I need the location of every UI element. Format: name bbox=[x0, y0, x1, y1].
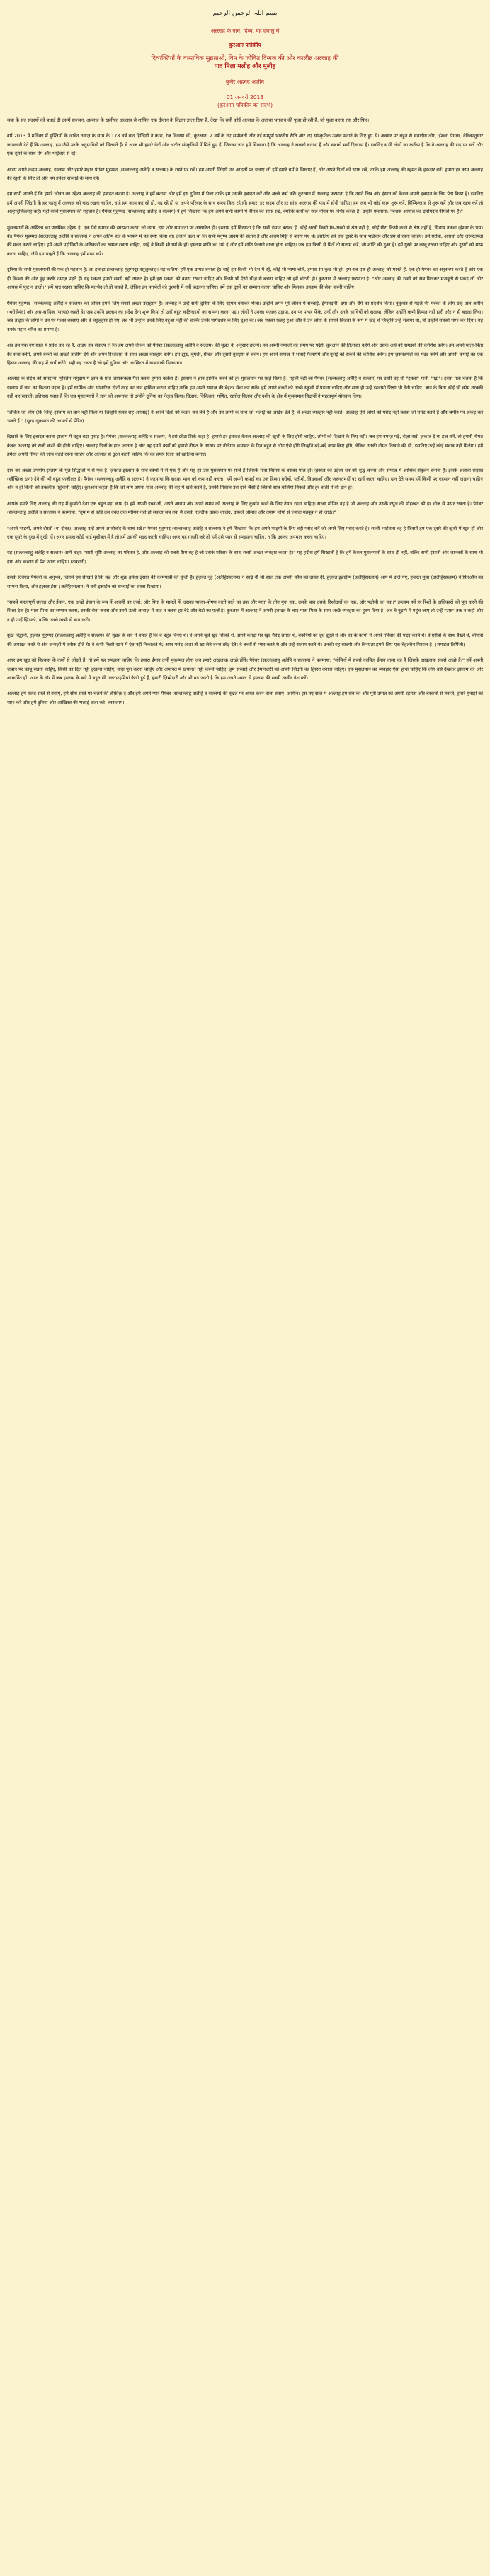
paragraph: आइए अपने कदम अल्लाह, इस्लाम और हमारे महान पैगंबर मुहम्मद (सल्लल्लाहु अलैहि व सल्लम) के रास्ते पर रखें। हम अपनी जिंदगी उन आदर्शों पर चलाएं जो हमें हमारे धर्म ने सिखाए हैं, और अपने दिलों को साफ रखें, ताकि हम अल्लाह की रहमत के हकदार बनें। हमारा हर काम अल्लाह की खुशी के लिए हो और हम हमेशा सच्चाई के साथ रहें। bbox=[7, 166, 483, 182]
paragraph: पैगंबर मुहम्मद (सल्लल्लाहु अलैहि व सल्लम) का जीवन हमारे लिए सबसे अच्छा उदाहरण है। अल्लाह ने उन्हें सारी दुनिया के लिए रहमत बनाकर भेजा। उन्होंने अपने पूरे जीवन में सच्चाई, ईमानदारी, दया और धैर्य का प्रदर्शन किया। नुबुव्वत से पहले भी मक्का के लोग उन्हें अल-अमीन (भरोसेमंद) और अस-सादिक़ (सच्चा) कहते थे। जब उन्होंने इस्लाम का संदेश देना शुरू किया तो उन्हें बहुत कठिनाइयों का सामना करना पड़ा। लोगों ने उनका मज़ाक उड़ाया, उन पर पत्थर फेंके, उन्हें और उनके साथियों को सताया, लेकिन उन्होंने कभी हिम्मत नहीं हारी और न ही बदला लिया। जब ताइफ़ के लोगों ने उन पर पत्थर बरसाए और वे लहूलुहान हो गए, तब भी उन्होंने उनके लिए बद्दुआ नहीं की बल्कि उनके मार्गदर्शन के लिए दुआ की। जब मक्का फ़तह हुआ और वे उन लोगों के सामने विजेता के रूप में खड़े थे जिन्होंने उन्हें सताया था, तो उन्होंने सबको माफ कर दिया। यह उनके महान चरित्र का प्रमाण है। bbox=[7, 300, 483, 333]
paragraph: अब हम एक नए साल में प्रवेश कर रहे हैं, आइए हम संकल्प लें कि हम अपने जीवन को पैगंबर (सल्लल्लाहु अलैहि व सल्लम) की सुन्नत के अनुसार ढालेंगे। हम अपनी नमाज़ों को समय पर पढ़ेंगे, क़ुरआन की तिलावत करेंगे और उसके अर्थ को समझने की कोशिश करेंगे। हम अपने माता-पिता की सेवा करेंगे, अपने बच्चों को अच्छी तालीम देंगे और अपने रिश्तेदारों के साथ अच्छा व्यवहार करेंगे। हम झूठ, चुगली, ग़ीबत और दूसरी बुराइयों से बचेंगे। हम अपने समाज में भलाई फैलाएंगे और बुराई को रोकने की कोशिश करेंगे। हम ज़रूरतमंदों की मदद करेंगे और अपनी कमाई का एक हिस्सा अल्लाह की राह में खर्च करेंगे। यही वह रास्ता है जो हमें दुनिया और आख़िरत में कामयाबी दिलाएगा। bbox=[7, 343, 483, 366]
paragraph: "लेकिन जो लोग (कि जिन्हें इस्लाम का ज्ञान नहीं मिला या जिन्होंने ग़लत राह अपनाई) वे अपने दिलों को कठोर कर लेते हैं और उन लोगों के साथ जो भलाई का आदेश देते हैं, वे अच्छा व्यवहार नहीं करते। अल्लाह ऐसे लोगों को पसंद नहीं करता जो घमंड करते हैं और ज़मीन पर अकड़ कर चलते हैं।" (सूरह लुक़मान की आयतों से प्रेरित) bbox=[7, 409, 483, 424]
bismillah-heading: بسم اللہ الرحمن الرحیم bbox=[212, 10, 278, 17]
paragraph: अल्लाह के संदेश को समझना, मुस्लिम समुदाय में ज्ञान के प्रति जागरूकता पैदा करना हमारा कर्तव्य है। इस्लाम ने ज्ञान हासिल करने को हर मुसलमान पर फ़र्ज़ किया है। पहली वही जो पैगंबर (सल्लल्लाहु अलैहि व सल्लम) पर उतरी वह थी "इक़रा" यानी "पढ़ो"। इससे पता चलता है कि इस्लाम में ज्ञान का कितना महत्व है। हमें धार्मिक और सांसारिक दोनों तरह का ज्ञान हासिल करना चाहिए ताकि हम अपने समाज की बेहतर सेवा कर सकें। हमें अपने बच्चों को अच्छे स्कूलों में पढ़ाना चाहिए और साथ ही उन्हें इस्लामी शिक्षा भी देनी चाहिए। ज्ञान के बिना कोई भी क़ौम तरक्की नहीं कर सकती। इतिहास गवाह है कि जब मुसलमानों ने ज्ञान को अपनाया तो उन्होंने दुनिया का नेतृत्व किया। विज्ञान, चिकित्सा, गणित, खगोल विज्ञान और दर्शन के क्षेत्र में मुसलमान विद्वानों ने महत्वपूर्ण योगदान दिया। bbox=[7, 376, 483, 400]
article-header bbox=[7, 10, 483, 109]
paragraph: यह (सल्लल्लाहु अलैहि व सल्लम) आगे कहा: "सारी सृष्टि अल्लाह का परिवार है, और अल्लाह को सबसे प्रिय वह है जो उसके परिवार के साथ सबसे अच्छा व्यवहार करता है।" यह हदीस हमें सिखाती है कि हमें केवल मुसलमानों के साथ ही नहीं, बल्कि सभी इंसानों और जानवरों के साथ भी दया और करुणा से पेश आना चाहिए। (तबरानी) bbox=[7, 550, 483, 565]
paragraph: मुसलमानों के अस्तित्व का प्राथमिक उद्देश्य है: एक ऐसे समाज की स्थापना करना जो न्याय, दया और समानता पर आधारित हो। इस्लाम हमें सिखाता है कि सभी इंसान बराबर हैं, कोई अरबी किसी ग़ैर-अरबी से श्रेष्ठ नहीं है, कोई गोरा किसी काले से श्रेष्ठ नहीं है, सिवाय तक़वा (ईश्वर के भय) के। पैगंबर मुहम्मद (सल्लल्लाहु अलैहि व सल्लम) ने अपने अंतिम हज के भाषण में यह स्पष्ट किया था। उन्होंने कहा था कि सभी मनुष्य आदम की संतान हैं और आदम मिट्टी से बनाए गए थे। इसलिए हमें एक दूसरे के साथ भाईचारे और प्रेम से रहना चाहिए। हमें ग़रीबों, अनाथों और ज़रूरतमंदों की मदद करनी चाहिए। हमें अपने पड़ोसियों के अधिकारों का ख्याल रखना चाहिए, चाहे वे किसी भी धर्म के हों। इस्लाम शांति का धर्म है और हमें शांति फैलाने वाला होना चाहिए। जब हम किसी से मिलें तो सलाम करें, जो शांति की दुआ है। हमें गुस्से पर काबू रखना चाहिए और दूसरों को माफ करना चाहिए, जैसे हम चाहते हैं कि अल्लाह हमें माफ करे। bbox=[7, 224, 483, 257]
paragraph: दिखावे के लिए इबादत करना इस्लाम में बहुत बड़ा गुनाह है। पैगंबर (सल्लल्लाहु अलैहि व सल्लम) ने इसे छोटा शिर्क कहा है। हमारी हर इबादत केवल अल्लाह की खुशी के लिए होनी चाहिए, लोगों को दिखाने के लिए नहीं। जब हम नमाज़ पढ़ें, रोज़ा रखें, ज़कात दें या हज करें, तो हमारी नीयत केवल अल्लाह को राज़ी करने की होनी चाहिए। अल्लाह दिलों के हाल जानता है और वह हमारे कर्मों को हमारी नीयत के आधार पर तौलेगा। क़यामत के दिन बहुत से लोग ऐसे होंगे जिन्होंने बड़े-बड़े काम किए होंगे, लेकिन उनकी नीयत दिखावे की थी, इसलिए उन्हें कोई सवाब नहीं मिलेगा। हमें हमेशा अपनी नीयत की जांच करते रहना चाहिए और अल्लाह से दुआ करनी चाहिए कि वह हमारे दिलों को ख़ालिस बनाए। bbox=[7, 434, 483, 458]
publication-date: 01 जनवरी 2013 bbox=[226, 94, 264, 100]
paragraph: हम सभी जानते हैं कि हमारे जीवन का उद्देश्य अल्लाह की इबादत करना है। अल्लाह ने हमें बनाया और हमें इस दुनिया में भेजा ताकि हम उसकी इबादत करें और अच्छे कर्म करें। क़ुरआन में अल्लाह फ़रमाता है कि उसने जिन्न और इंसान को केवल अपनी इबादत के लिए पैदा किया है। इसलिए हमें अपनी ज़िंदगी के हर पहलू में अल्लाह को याद रखना चाहिए, चाहे हम काम कर रहे हों, पढ़ रहे हों या अपने परिवार के साथ समय बिता रहे हों। हमारा हर कदम और हर सांस अल्लाह की याद में होनी चाहिए। हम जब भी कोई काम शुरू करें, बिस्मिल्लाह से शुरू करें और जब खत्म करें तो अल्हम्दुलिल्लाह कहें। यही सच्चे मुसलमान की पहचान है। पैगंबर मुहम्मद (सल्लल्लाहु अलैहि व सल्लम) ने हमें सिखाया कि हम अपने सभी कामों में नीयत को साफ रखें, क्योंकि कर्मों का फल नीयत पर निर्भर करता है। उन्होंने फ़रमाया: "बेशक आमाल का दारोमदार नीयतों पर है।" bbox=[7, 191, 483, 215]
paragraph: अगर हम खुद को विश्वास के कर्मों से जोड़ते हैं, तो हमें यह समझना चाहिए कि हमारा ईमान तभी मुकम्मल होगा जब हमारे अख़लाक़ अच्छे होंगे। पैगंबर (सल्लल्लाहु अलैहि व सल्लम) ने फ़रमाया: "मोमिनों में सबसे कामिल ईमान वाला वह है जिसके अख़लाक़ सबसे अच्छे हैं।" हमें अपनी ज़बान पर क़ाबू रखना चाहिए, किसी का दिल नहीं दुखाना चाहिए, वादा पूरा करना चाहिए और अमानत में ख़यानत नहीं करनी चाहिए। हमें सच्चाई और ईमानदारी को अपनी ज़िंदगी का हिस्सा बनाना चाहिए। एक मुसलमान का व्यवहार ऐसा होना चाहिए कि लोग उसे देखकर इस्लाम की ओर आकर्षित हों। आज के दौर में जब इस्लाम के बारे में बहुत सी ग़लतफ़हमियां फैली हुई हैं, हमारी ज़िम्मेदारी और भी बढ़ जाती है कि हम अपने अमल से इस्लाम की सच्ची तस्वीर पेश करें। bbox=[7, 657, 483, 681]
publication-subtitle: (क़ुरआन पत्रिक़ीप का संदर्भ) bbox=[217, 102, 273, 108]
article-title-line-2-text: पाद निला मलीह और मुलीह bbox=[214, 63, 276, 70]
paragraph: "अपने भाइयों, अपने दोस्तों (या दोस्त), अल्लाह उन्हें अपने आशीर्वाद के साथ रखे।" पैगंबर मुहम्मद (सल्लल्लाहु अलैहि व सल्लम) ने हमें सिखाया कि हम अपने भाइयों के लिए वही पसंद करें जो अपने लिए पसंद करते हैं। सच्ची भाईचारा वह है जिसमें हम एक दूसरे की खुशी में खुश हों और एक दूसरे के दुख में दुखी हों। अगर हमारा कोई भाई मुसीबत में है तो हमें उसकी मदद करनी चाहिए। अगर वह ग़लती करे तो हमें उसे प्यार से समझाना चाहिए, न कि उसका अपमान करना चाहिए। bbox=[7, 525, 483, 541]
publication-label-text: कुरआन पत्रिक़ीप bbox=[229, 42, 261, 48]
paragraph: वर्ष 2013 में मलिका में मुस्लिमों के जावेद नवाज़ के साथ के 178 वर्ष बाद हिन्दियों ने कारा, रेज़ विवरण की, क़ुरआन, 2 वर्ष के नए सम्मेलनों और नई सम्पूर्ण भारतीय रीति और नए सांस्कृतिक उत्सव मनाने के लिए हुए थे। अवसर पर बहुत से संवादीय लोग, ईश्वर, पैगंबर, वैदिकानुसार जानकारी देते हैं कि अल्लाह, हम जैसे उनके अनुयायियों को सिखाते हैं। वे आज भी हमारे वेदों और अतीत संस्कृतियों में मिले हुए हैं, जिनका ज्ञान हमें सिखाता है कि अल्लाह ने सबको बनाया है और सबको मार्ग दिखाया है। इसलिए सभी लोगों का कर्तव्य है कि वे अल्लाह की राह पर चलें और एक दूसरे के साथ प्रेम और भाईचारे से रहें। bbox=[7, 133, 483, 157]
article-title-line-2 bbox=[7, 63, 483, 71]
paragraph: "सबसे महत्वपूर्ण सलाह और ईमान, एक अच्छे इंसान के रूप में आदमी का दर्जा: और पिता के मामले में, उसका पालन-पोषण करने वाले का हक़ और माता के तीन गुना हक़, उसके बाद उसके रिश्तेदारों का हक़, और पड़ोसी का हक़।" इस्लाम हमें हर रिश्ते के अधिकारों को पूरा करने की शिक्षा देता है। माता-पिता का सम्मान करना, उनकी सेवा करना और उनसे ऊंची आवाज़ में बात न करना हर बेटे और बेटी का फ़र्ज़ है। क़ुरआन में अल्लाह ने अपनी इबादत के बाद माता-पिता के साथ अच्छे व्यवहार का हुक्म दिया है। जब वे बुढ़ापे में पहुंच जाएं तो उन्हें "उफ़" तक न कहो और न ही उन्हें झिड़को, बल्कि उनसे नरमी से बात करो। bbox=[7, 599, 483, 623]
paragraph: कुछ विद्वानों, हज़रत मुहम्मद (सल्लल्लाहु अलैहि व सल्लम) की सुन्नत के बारे में बताते हैं कि वे बहुत विनम्र थे। वे अपने जूते खुद सिलते थे, अपने कपड़ों पर खुद पैवंद लगाते थे, बकरियों का दूध दुहते थे और घर के कामों में अपने परिवार की मदद करते थे। वे ग़रीबों के साथ बैठते थे, बीमारों की अयादत करते थे और जनाज़ों में शरीक होते थे। वे कभी किसी खाने में ऐब नहीं निकालते थे; अगर पसंद आता तो खा लेते वरना छोड़ देते। वे बच्चों से प्यार करते थे और उन्हें सलाम करते थे। उनकी यह सादगी और विनम्रता हमारे लिए एक बेहतरीन मिसाल है। (शमाइल तिर्मिज़ी) bbox=[7, 633, 483, 648]
article-body bbox=[7, 116, 483, 707]
paragraph: आपके हमारे लिए अल्लाह की राह में कुर्बानी देना एक बहुत बड़ा काम है। हमें अपनी इच्छाओं, अपने आराम और अपने समय को अल्लाह के लिए कुर्बान करने के लिए तैयार रहना चाहिए। सच्चा मोमिन वह है जो अल्लाह और उसके रसूल की मोहब्बत को हर चीज़ से ऊपर रखता है। पैगंबर (सल्लल्लाहु अलैहि व सल्लम) ने फ़रमाया: "तुम में से कोई उस वक्त तक मोमिन नहीं हो सकता जब तक मैं उसके नज़दीक उसके वालिद, उसकी औलाद और तमाम लोगों से ज़्यादा महबूब न हो जाऊं।" bbox=[7, 500, 483, 516]
date-block bbox=[7, 93, 483, 109]
paragraph: सबा के सद सदस्यों को बधाई दी उसमें सज्जन, अल्लाह के ख़लीफ़ा अल्लाह से शामिल एक दीवान के विद्वान ज्ञाता दिया है, देखा कि सही कोई अल्लाह के अलावा भगवान की पूजा हो रही है, जो पूजा करता रहा और फिर। bbox=[7, 117, 370, 123]
article-page bbox=[7, 0, 483, 721]
article-title bbox=[7, 55, 483, 71]
publication-label bbox=[7, 41, 483, 50]
invocation-line: अल्लाह के नाम, दिव्य, यह दयालु में bbox=[210, 28, 280, 34]
article-title-line-1: दिव्यक्तियों के वास्तविक सुन्नताओं, विन के जीवित दिग्गज की ओर कालीन्न अल्लाह की bbox=[151, 55, 339, 62]
paragraph: दुनिया के सभी मुसलमानों की एक ही पहचान है: ला इलाहा इल्लल्लाह मुहम्मदुर रसूलुल्लाह। यह कलिमा हमें एक उम्मत बनाता है। चाहे हम किसी भी देश में रहें, कोई भी भाषा बोलें, हमारा रंग कुछ भी हो, हम सब एक ही अल्लाह को मानते हैं, एक ही पैगंबर का अनुसरण करते हैं और एक ही क़िब्ला की ओर मुंह करके नमाज़ पढ़ते हैं। यह एकता हमारी सबसे बड़ी ताकत है। हमें इस एकता को बनाए रखना चाहिए और किसी भी ऐसी चीज़ से बचना चाहिए जो हमें बांटती हो। क़ुरआन में अल्लाह फ़रमाता है: "और अल्लाह की रस्सी को सब मिलकर मज़बूती से पकड़ लो और आपस में फूट न डालो।" हमें याद रखना चाहिए कि मतभेद तो हो सकते हैं, लेकिन इन मतभेदों को दुश्मनी में नहीं बदलना चाहिए। हमें एक दूसरे का सम्मान करना चाहिए और मिलकर इस्लाम की सेवा करनी चाहिए। bbox=[7, 267, 483, 291]
author-name: क़ुमैर अहमद अज़ीम bbox=[226, 79, 264, 85]
paragraph: अल्लाह हमें ग़लत रास्ते से बचाए, हमें सीधे रास्ते पर चलने की तौफ़ीक़ दे और हमें अपने प्यारे पैगंबर (सल्लल्लाहु अलैहि व सल्लम) की सुन्नत पर अमल करने वाला बनाए। आमीन। इस नए साल में अल्लाह हम सब को और पूरी उम्मत को अपनी रहमतों और बरकतों से नवाज़े, हमारे गुनाहों को माफ़ करे और हमें दुनिया और आख़िरत की भलाई अता करे। वस्सलाम। bbox=[7, 691, 483, 706]
paragraph: उसके दिवंगत पैगंबरों के अनुभव, जिनसे हम सीखते हैं कि सब्र और शुक्र हमेशा इंसान की कामयाबी की कुंजी हैं। हज़रत नूह (अलैहिस्सलाम) ने साढ़े नौ सौ साल तक अपनी क़ौम को दावत दी, हज़रत इब्राहीम (अलैहिस्सलाम) आग में डाले गए, हज़रत मूसा (अलैहिस्सलाम) ने फ़िरऔन का सामना किया, और हज़रत ईसा (अलैहिस्सलाम) ने बनी इस्राईल को सच्चाई का रास्ता दिखाया। bbox=[7, 575, 483, 590]
paragraph: दान का अच्छा उपयोग इस्लाम के मूल सिद्धांतों में से एक है। ज़कात इस्लाम के पांच स्तंभों में से एक है और यह हर उस मुसलमान पर फ़र्ज़ है जिसके पास निसाब के बराबर माल हो। ज़कात का उद्देश्य धन को शुद्ध करना और समाज में आर्थिक संतुलन बनाना है। इसके अलावा सदक़ा (स्वैच्छिक दान) देने की भी बहुत फ़ज़ीलत है। पैगंबर (सल्लल्लाहु अलैहि व सल्लम) ने फ़रमाया कि सदक़ा माल को कम नहीं करता। हमें अपनी कमाई का एक हिस्सा ग़रीबों, यतीमों, विधवाओं और ज़रूरतमंदों पर खर्च करना चाहिए। दान देते समय हमें किसी पर एहसान नहीं जताना चाहिए और न ही किसी को तकलीफ़ पहुंचानी चाहिए। क़ुरआन कहता है कि जो लोग अपना माल अल्लाह की राह में खर्च करते हैं, उनकी मिसाल उस दाने जैसी है जिससे सात बालियां निकलें और हर बाली में सौ दाने हों। bbox=[7, 467, 483, 491]
